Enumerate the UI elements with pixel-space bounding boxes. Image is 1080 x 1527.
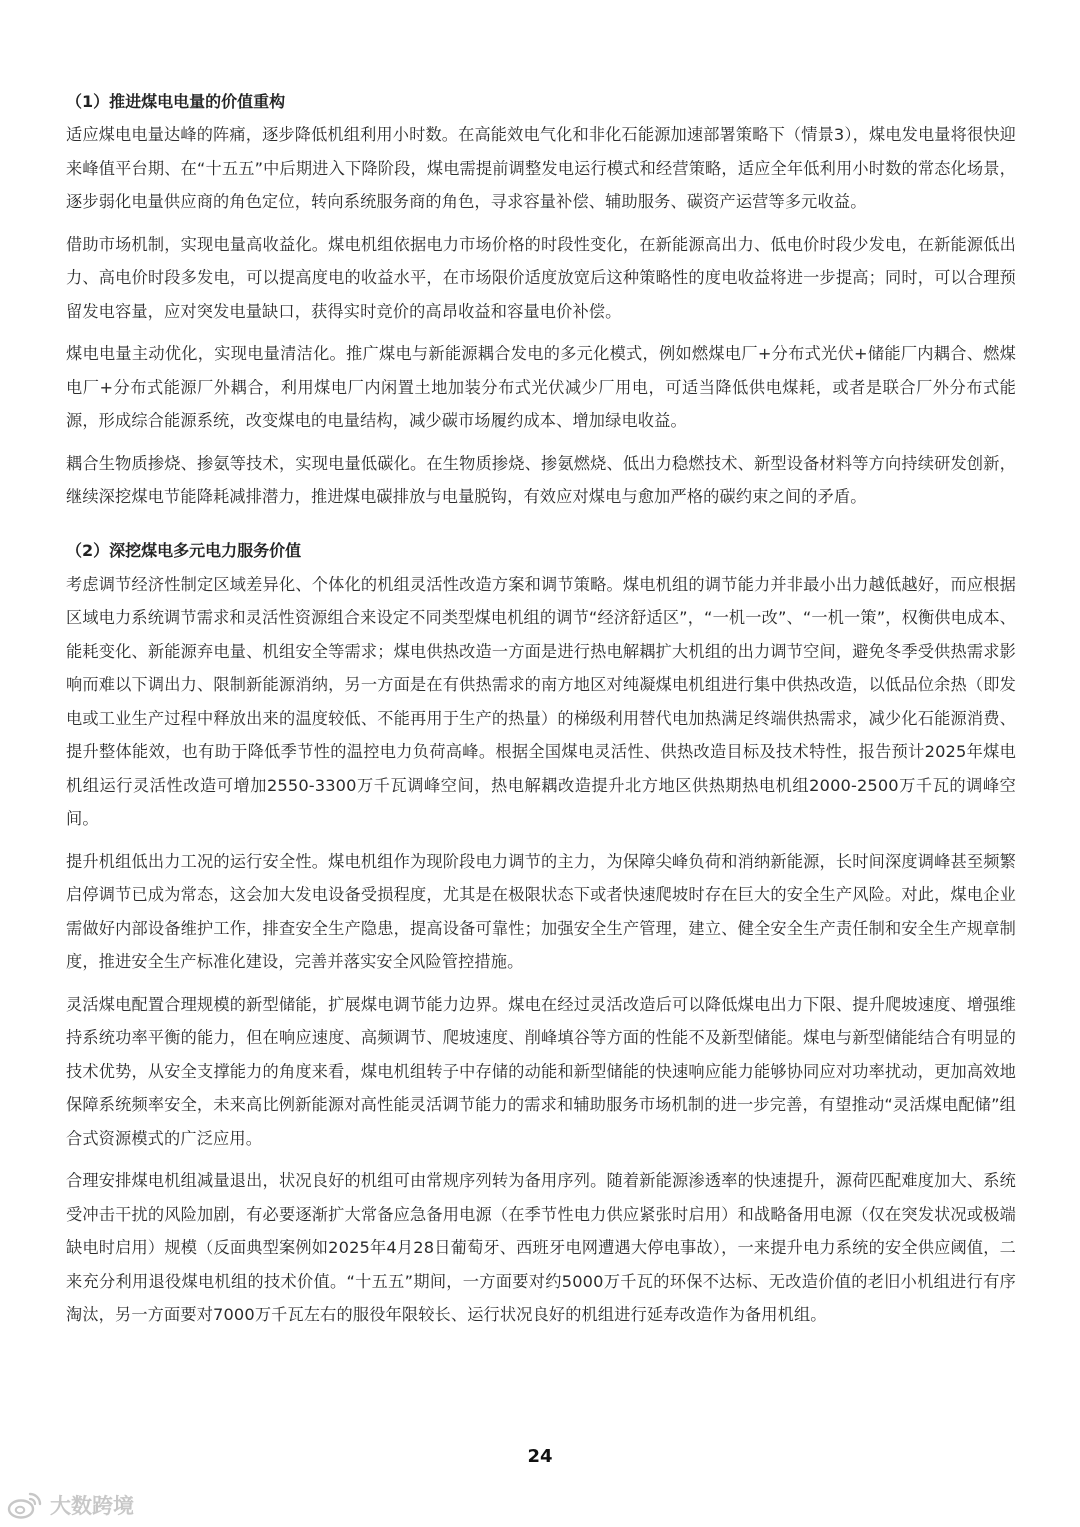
watermark-text: 大数跨境 (50, 1494, 134, 1518)
page-content (66, 88, 1016, 1341)
weibo-logo-icon (6, 1490, 44, 1520)
section-2-paragraph-3: 灵活煤电配置合理规模的新型储能，扩展煤电调节能力边界。煤电在经过灵活改造后可以降低煤电出力下限、提升爬坡速度、增强维持系统功率平衡的能力，但在响应速度、高频调节、爬坡速度、削峰填谷等方面的性能不及新型储能。煤电与新型储能结合有明显的技术优势，从安全支撑能力的角度来看，煤电机组转子中存储的动能和新型储能的快速响应能力能够协同应对功率扰动，更加高效地保障系统频率安全，未来高比例新能源对高性能灵活调节能力的需求和辅助服务市场机制的进一步完善，有望推动“灵活煤电配储”组合式资源模式的广泛应用。 (66, 994, 1016, 1148)
section-2-heading: （2）深挖煤电多元电力服务价值 (66, 540, 302, 560)
section-1-heading: （1）推进煤电电量的价值重构 (66, 92, 286, 111)
section-1-paragraph-1: 适应煤电电量达峰的阵痛，逐步降低机组利用小时数。在高能效电气化和非化石能源加速部署策略下（情景3），煤电发电量将很快迎来峰值平台期、在“十五五”中后期进入下降阶段，煤电需提前调整发电运行模式和经营策略，适应全年低利用小时数的常态化场景，逐步弱化电量供应商的角色定位，转向系统服务商的角色，寻求容量补偿、辅助服务、碳资产运营等多元收益。 (66, 125, 1016, 211)
section-1-paragraph-3: 煤电电量主动优化，实现电量清洁化。推广煤电与新能源耦合发电的多元化模式，例如燃煤电厂+分布式光伏+储能厂内耦合、燃煤电厂+分布式能源厂外耦合，利用煤电厂内闲置土地加装分布式光伏减少厂用电，可适当降低供电煤耗，或者是联合厂外分布式能源，形成综合能源系统，改变煤电的电量结构，减少碳市场履约成本、增加绿电收益。 (66, 344, 1016, 430)
section-2-paragraph-4: 合理安排煤电机组减量退出，状况良好的机组可由常规序列转为备用序列。随着新能源渗透率的快速提升，源荷匹配难度加大、系统受冲击干扰的风险加剧，有必要逐渐扩大常备应急备用电源（在季节性电力供应紧张时启用）和战略备用电源（仅在突发状况或极端缺电时启用）规模（反面典型案例如2025年4月28日葡萄牙、西班牙电网遭遇大停电事故），一来提升电力系统的安全供应阈值，二来充分利用退役煤电机组的技术价值。“十五五”期间，一方面要对约5000万千瓦的环保不达标、无改造价值的老旧小机组进行有序淘汰，另一方面要对7000万千瓦左右的服役年限较长、运行状况良好的机组进行延寿改造作为备用机组。 (66, 1171, 1016, 1324)
section-2-paragraph-1: 考虑调节经济性制定区域差异化、个体化的机组灵活性改造方案和调节策略。煤电机组的调节能力并非最小出力越低越好，而应根据区域电力系统调节需求和灵活性资源组合来设定不同类型煤电机组的调节“经济舒适区”，“一机一改”、“一机一策”，权衡供电成本、能耗变化、新能源弃电量、机组安全等需求；煤电供热改造一方面是进行热电解耦扩大机组的出力调节空间，避免冬季受供热需求影响而难以下调出力、限制新能源消纳，另一方面是在有供热需求的南方地区对纯凝煤电机组进行集中供热改造，以低品位余热（即发电或工业生产过程中释放出来的温度较低、不能再用于生产的热量）的梯级利用替代电加热满足终端供热需求，减少化石能源消费、提升整体能效，也有助于降低季节性的温控电力负荷高峰。根据全国煤电灵活性、供热改造目标及技术特性，报告预计2025年煤电机组运行灵活性改造可增加2550-3300万千瓦调峰空间，热电解耦改造提升北方地区供热期热电机组2000-2500万千瓦的调峰空间。 (66, 574, 1016, 828)
section-1-paragraph-4: 耦合生物质掺烧、掺氨等技术，实现电量低碳化。在生物质掺烧、掺氨燃烧、低出力稳燃技术、新型设备材料等方向持续研发创新，继续深挖煤电节能降耗减排潜力，推进煤电碳排放与电量脱钩，有效应对煤电与愈加严格的碳约束之间的矛盾。 (66, 453, 1016, 506)
page-number: 24 (527, 1446, 553, 1467)
watermark (6, 1490, 134, 1520)
section-1-paragraph-2: 借助市场机制，实现电量高收益化。煤电机组依据电力市场价格的时段性变化，在新能源高出力、低电价时段少发电，在新能源低出力、高电价时段多发电，可以提高度电的收益水平，在市场限价适度放宽后这种策略性的度电收益将进一步提高；同时，可以合理预留发电容量，应对突发电量缺口，获得实时竞价的高昂收益和容量电价补偿。 (66, 234, 1016, 321)
section-2-paragraph-2: 提升机组低出力工况的运行安全性。煤电机组作为现阶段电力调节的主力，为保障尖峰负荷和消纳新能源，长时间深度调峰甚至频繁启停调节已成为常态，这会加大发电设备受损程度，尤其是在极限状态下或者快速爬坡时存在巨大的安全生产风险。对此，煤电企业需做好内部设备维护工作，排查安全生产隐患，提高设备可靠性；加强安全生产管理，建立、健全安全生产责任制和安全生产规章制度，推进安全生产标准化建设，完善并落实安全风险管控措施。 (66, 851, 1016, 971)
